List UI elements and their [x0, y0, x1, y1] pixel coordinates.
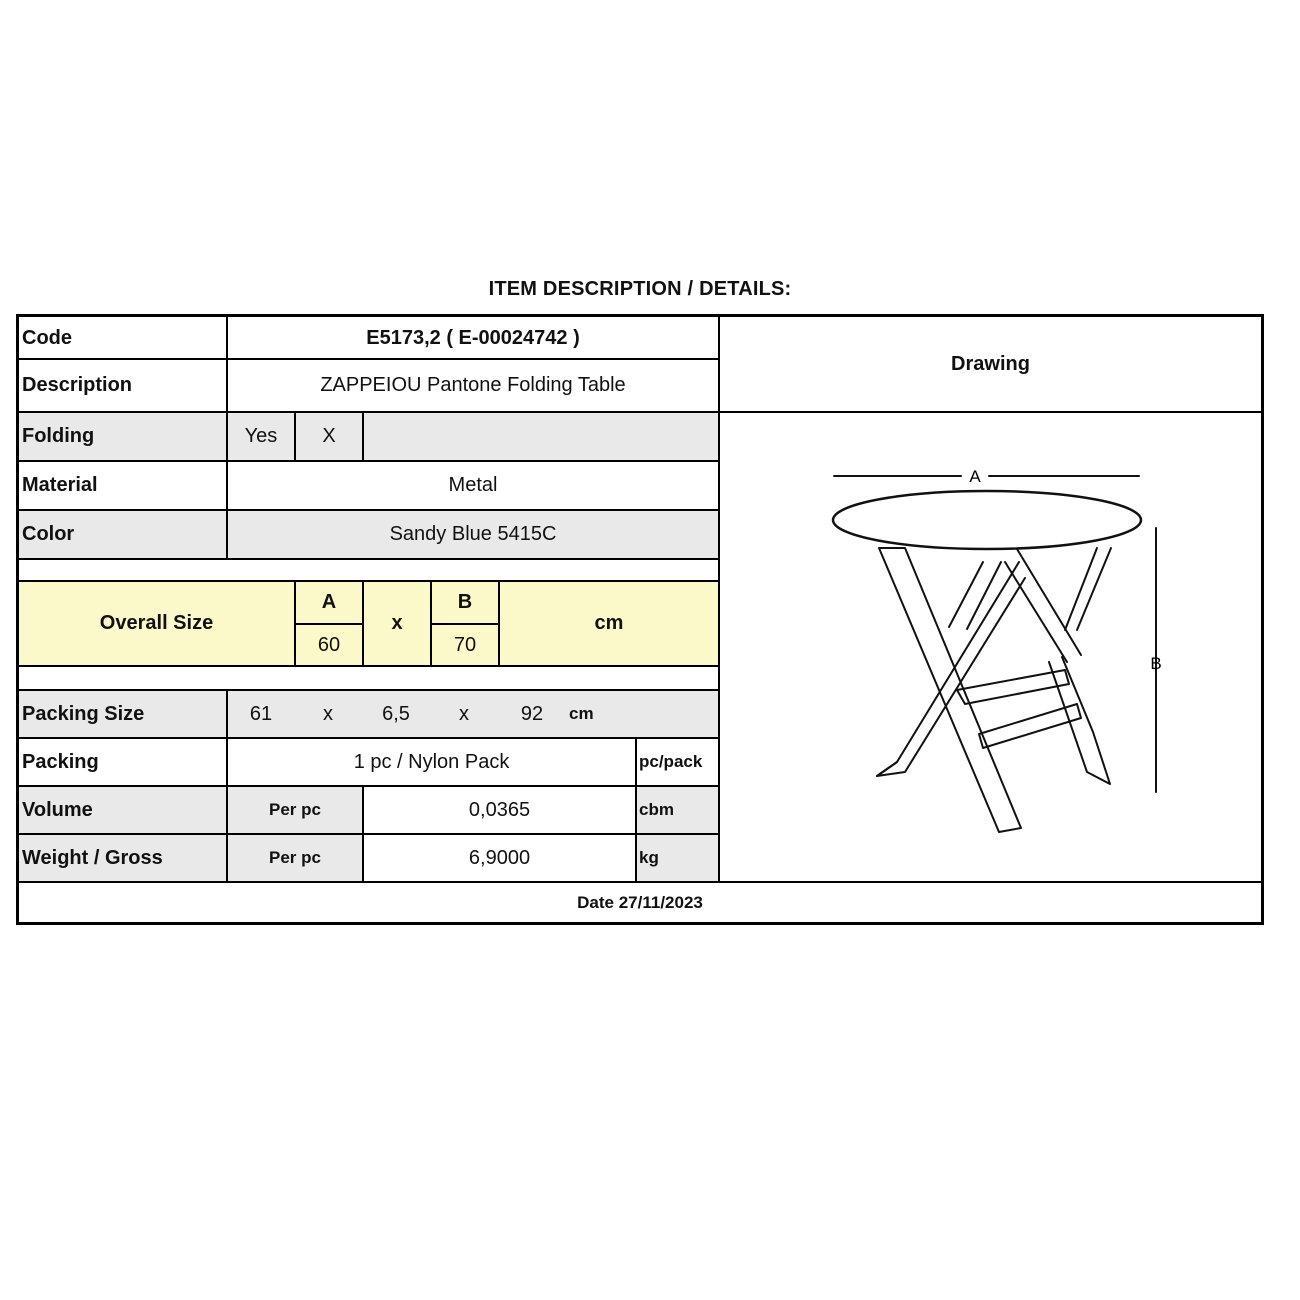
- overall-size-b-value: 70: [453, 633, 477, 656]
- overall-size-unit: cm: [594, 612, 624, 634]
- table-drawing: [719, 412, 1261, 882]
- code-label: Code: [22, 326, 72, 349]
- weight-per: Per pc: [269, 848, 321, 867]
- weight-label: Weight / Gross: [22, 846, 163, 869]
- rule: [362, 412, 364, 461]
- packing-unit: pc/pack: [639, 752, 703, 771]
- material-value: Metal: [448, 474, 498, 496]
- packing-size-x1: x: [323, 702, 333, 725]
- overall-size-a-value: 60: [317, 633, 341, 656]
- rule: [635, 738, 637, 882]
- dimension-b-label: B: [1150, 654, 1162, 673]
- description-label: Description: [22, 374, 133, 396]
- details-table: [16, 314, 1264, 925]
- packing-size-x2: x: [459, 702, 469, 725]
- overall-size-x: x: [391, 612, 403, 634]
- rule: [19, 665, 719, 667]
- packing-value: 1 pc / Nylon Pack: [353, 750, 510, 773]
- folding-mark: X: [322, 425, 336, 447]
- packing-size-d3: 92: [520, 702, 544, 725]
- overall-size-a-label: A: [321, 591, 337, 613]
- weight-unit: kg: [639, 848, 659, 867]
- packing-size-unit: cm: [569, 704, 594, 723]
- folding-label: Folding: [22, 425, 95, 447]
- tabletop: [833, 491, 1141, 549]
- weight-value: 6,9000: [468, 846, 531, 869]
- packing-size-label: Packing Size: [22, 702, 145, 725]
- date-footer: Date 27/11/2023: [577, 892, 703, 912]
- drawing-header: Drawing: [951, 352, 1030, 375]
- color-value: Sandy Blue 5415C: [389, 523, 557, 545]
- volume-label: Volume: [22, 798, 93, 821]
- packing-label: Packing: [22, 750, 99, 773]
- overall-size-label: Overall Size: [99, 612, 214, 634]
- volume-unit: cbm: [639, 800, 674, 819]
- packing-size-d2: 6,5: [382, 702, 410, 725]
- description-value: ZAPPEIOU Pantone Folding Table: [320, 374, 626, 396]
- code-value: E5173,2 ( E-00024742 ): [366, 326, 580, 349]
- rule: [19, 558, 719, 560]
- page-title: ITEM DESCRIPTION / DETAILS:: [488, 278, 792, 300]
- volume-value: 0,0365: [468, 798, 531, 821]
- color-label: Color: [22, 523, 75, 545]
- material-label: Material: [22, 474, 98, 496]
- dimension-a-label: A: [969, 467, 981, 486]
- packing-size-d1: 61: [249, 702, 273, 725]
- volume-per: Per pc: [269, 800, 321, 819]
- folding-yes: Yes: [244, 425, 278, 447]
- overall-size-b-label: B: [457, 591, 473, 613]
